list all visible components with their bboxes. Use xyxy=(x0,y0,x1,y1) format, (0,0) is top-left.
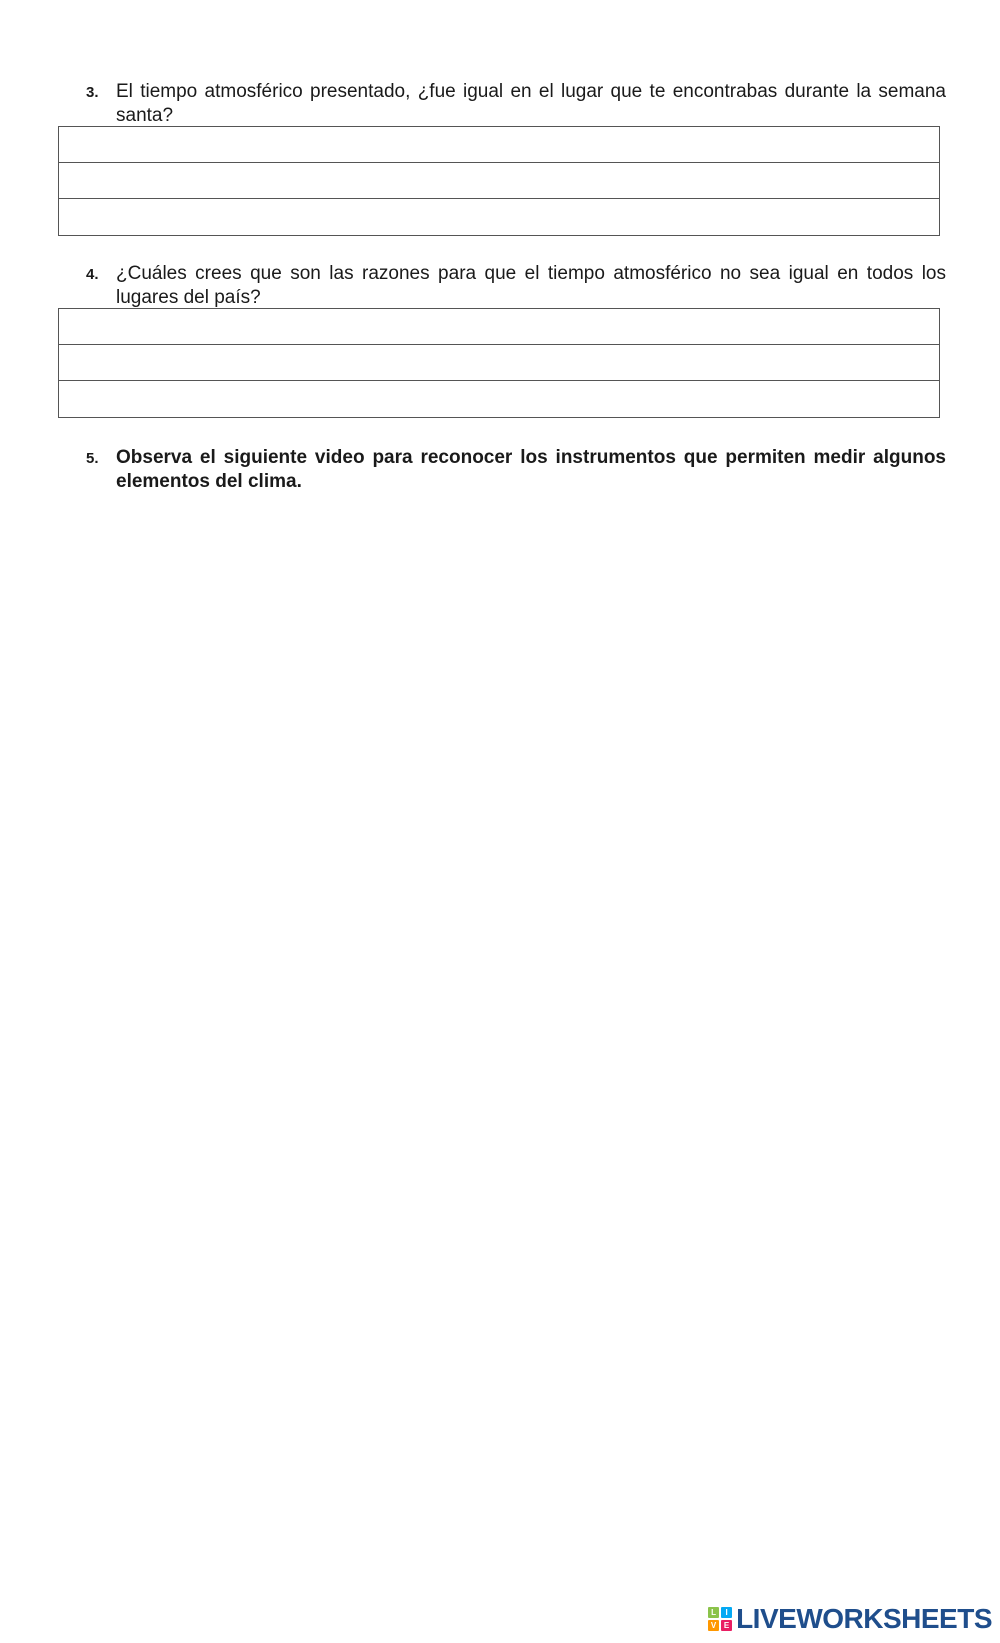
answer-box-4 xyxy=(58,308,940,418)
answer-line[interactable] xyxy=(59,127,939,163)
answer-box-3 xyxy=(58,126,940,236)
logo-mark-letter: I xyxy=(721,1607,732,1618)
answer-line[interactable] xyxy=(59,163,939,199)
answer-line[interactable] xyxy=(59,309,939,345)
question-3 xyxy=(86,80,946,128)
question-text: El tiempo atmosférico presentado, ¿fue igual en el lugar que te encontrabas durante la semana santa? xyxy=(116,81,946,126)
logo-text: LIVEWORKSHEETS xyxy=(736,1603,992,1634)
logo-mark-letter: E xyxy=(721,1620,732,1631)
question-number: 5. xyxy=(86,450,99,467)
answer-line[interactable] xyxy=(59,345,939,381)
question-4 xyxy=(86,262,946,310)
logo-mark-letter: L xyxy=(708,1607,719,1618)
question-number: 3. xyxy=(86,84,99,101)
question-number: 4. xyxy=(86,266,99,283)
logo-mark-letter: V xyxy=(708,1620,719,1631)
question-text: Observa el siguiente video para reconocer los instrumentos que permiten medir algunos elementos del clima. xyxy=(116,447,946,492)
question-5 xyxy=(86,446,946,494)
answer-line[interactable] xyxy=(59,381,939,417)
liveworksheets-logo xyxy=(708,1603,992,1635)
logo-mark-icon xyxy=(708,1607,732,1631)
answer-line[interactable] xyxy=(59,199,939,235)
question-text: ¿Cuáles crees que son las razones para que el tiempo atmosférico no sea igual en todos los lugares del país? xyxy=(116,263,946,308)
